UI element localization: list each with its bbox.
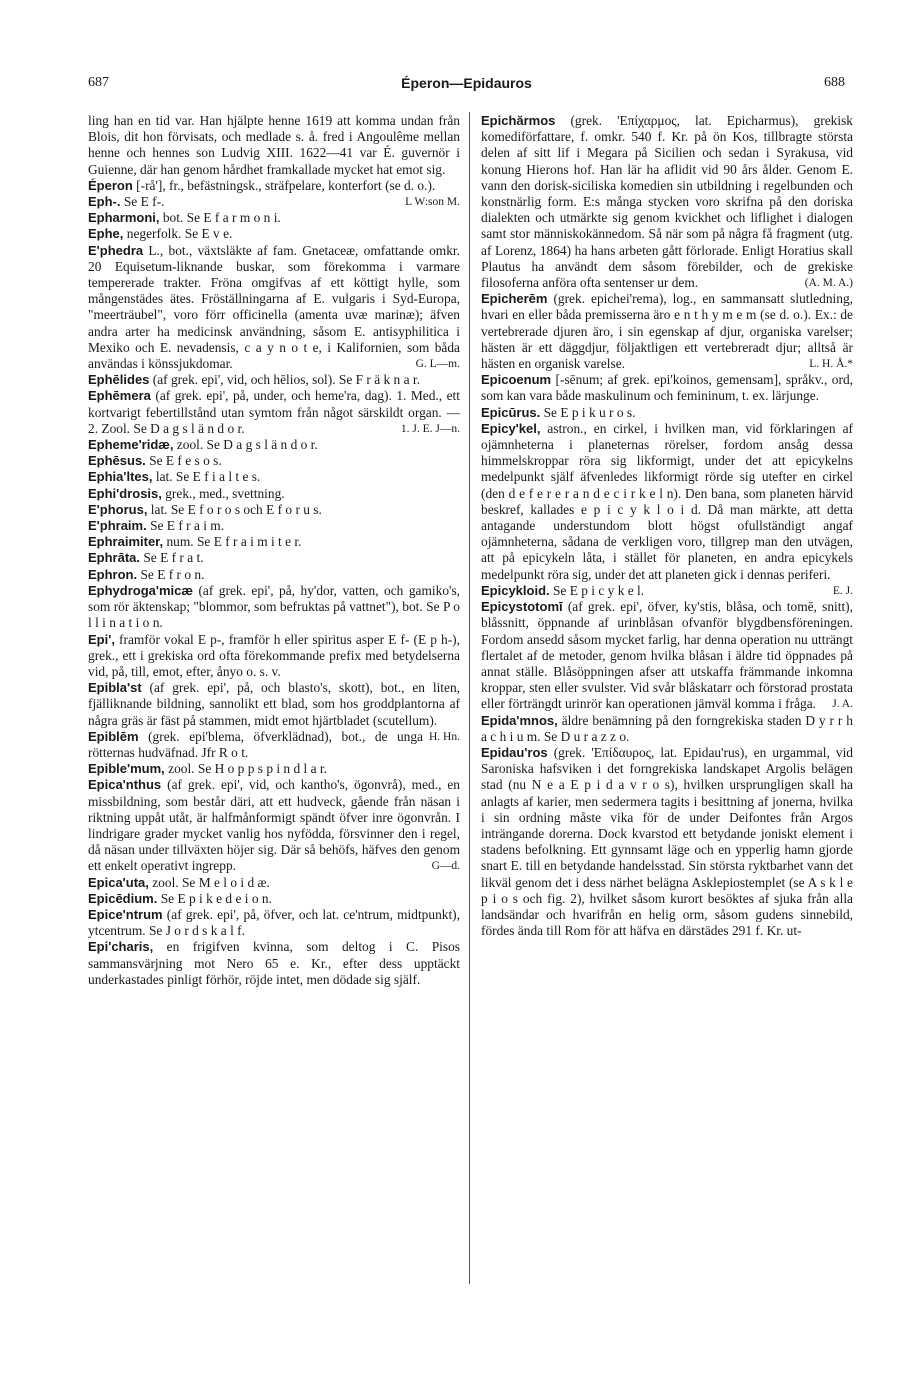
- dictionary-entry: [88, 761, 460, 777]
- entry-headword: Epicykloid.: [481, 582, 550, 598]
- dictionary-entry: [88, 534, 460, 550]
- entry-headword: E'phedra: [88, 242, 144, 258]
- entry-headword: Ephron.: [88, 566, 138, 582]
- author-signature: L. H. Å.*: [809, 358, 853, 371]
- entry-text: negerfolk. Se E v e.: [123, 226, 233, 242]
- dictionary-entry: [88, 437, 460, 453]
- entry-text: framför vokal E p-, framför h eller spiritus asper E f- (E p h-), grek., ett i grekiska ord ofta förekommande prefix med betydelserna vid, på, till, emot, efter, ånyo o. s. v.: [88, 631, 460, 679]
- entry-headword: Epicūrus.: [481, 404, 541, 420]
- entry-text: bot. Se E f a r m o n i.: [159, 210, 281, 226]
- entry-text: (af grek. epi', på, under, och heme'ra, dag). 1. Med., ett kortvarigt febertillstånd utan symtom från något särskildt organ. — 2. Zool. Se D a g s l ä n d o r.: [88, 388, 460, 436]
- dictionary-entry: [88, 502, 460, 518]
- entry-headword: Eph-.: [88, 194, 121, 210]
- entry-text: Se E f-.: [120, 194, 165, 210]
- author-signature: H. Hn.: [429, 730, 460, 743]
- entry-text: zool. Se M e l o i d æ.: [148, 874, 270, 890]
- entry-headword: Ephēsus.: [88, 453, 146, 469]
- entry-headword: Epi',: [88, 631, 115, 647]
- entry-text: (af grek. epi', vid, och hēlios, sol). Se F r ä k n a r.: [149, 372, 420, 388]
- dictionary-entry: [88, 583, 460, 632]
- entry-headword: Epharmoni,: [88, 210, 160, 226]
- dictionary-entry: [481, 291, 853, 372]
- author-signature: 1. J. E. J—n.: [400, 422, 460, 435]
- entry-text: zool. Se D a g s l ä n d o r.: [173, 437, 318, 453]
- entry-text: (af grek. epi', vid, och kantho's, ögonvrå), med., en missbildning, som består däri, att ett hudveck, gående från näsan i riktning uppåt utåt, är halfmånformigt spändt öfver inre ögonvrån. I lindrigare grader mycket vanlig hos nyfödda, försvinner den i regel, då näsan under tillväxten höjer sig. Där så behöfs, häfves den genom ett enkelt operativt ingrepp.: [88, 777, 460, 874]
- entry-headword: Ephrāta.: [88, 550, 141, 566]
- dictionary-entry: [88, 632, 460, 681]
- entry-headword: Ephēmera: [88, 388, 151, 404]
- author-signature: G—d.: [431, 860, 460, 873]
- entry-text: Se E f r o n.: [137, 566, 205, 582]
- entry-text: Se E f e s o s.: [145, 453, 222, 469]
- entry-text: [-sēnum; af grek. epi'koinos, gemensam], språkv., ord, som kan vara både maskulinum och femininum, t. ex. lärjunge.: [481, 372, 853, 404]
- author-signature: (A. M. A.): [804, 277, 853, 290]
- entry-headword: Epica'nthus: [88, 777, 162, 793]
- dictionary-entry: [88, 875, 460, 891]
- entry-headword: Epida'mnos,: [481, 712, 558, 728]
- entry-headword: Ephia'ltes,: [88, 469, 153, 485]
- entry-text: lat. Se E f o r o s och E f o r u s.: [147, 501, 322, 517]
- dictionary-entry: [481, 583, 853, 599]
- dictionary-entry: [481, 745, 853, 939]
- dictionary-entry: [88, 226, 460, 242]
- entry-headword: Epice'ntrum: [88, 906, 163, 922]
- dictionary-entry: [88, 567, 460, 583]
- entry-headword: E'phraim.: [88, 518, 147, 534]
- dictionary-entry: [88, 210, 460, 226]
- entry-text: (grek. epi'blema, öfverklädnad), bot., de unga rötternas hudväfnad. Jfr R o t.: [88, 728, 423, 760]
- entry-text: L., bot., växtsläkte af fam. Gnetaceæ, omfattande omkr. 20 Equisetum-liknande buskar, som förekomma i varmare tempererade trakter. Fröna omgifvas af ett köttigt hylle, som mångenstädes ätes. Fröställningarna af E. vulgaris i Syd-Europa, "meerträubel", voro förr officinella (amenta uvæ marinæ); äfven andra arter ha medicinsk användning, såsom E. antisyphilitica i Mexiko och E. nevadensis, c a y n o t e, i Kalifornien, som båda användas i könssjukdomar.: [88, 242, 460, 372]
- entry-text: astron., en cirkel, i hvilken man, vid förklaringen af ojämnheterna i planeternas rörelser, fordom ansåg dessa himmelskroppar röra sig likformigt, under det att epicykelns medelpunkt själf äfvenledes likformigt rörde sig utefter en cirkel (den d e f e r e r a n d e c i r k e l n). Den bana, som planeten härvid beskref, kallades e p i c y k l o i d. Då man märkte, att detta antagande understundom blott högst ofullständigt angaf ojämnheterna, sådana de verkligen voro, tillgrep man den utvägen, att på epicykeln låta, i stället för planeten, en andra epicykels medelpunkt röra sig, under det att planeten gick i dennas periferi.: [481, 420, 853, 582]
- entry-headword: Ephe,: [88, 226, 124, 242]
- page-number-left: 687: [88, 75, 109, 90]
- dictionary-entry: [88, 469, 460, 485]
- entry-headword: Ephydroga'micæ: [88, 582, 193, 598]
- left-column: [88, 113, 460, 988]
- entry-headword: Epicy'kel,: [481, 420, 541, 436]
- dictionary-entry: [88, 113, 460, 178]
- entry-text: Se E p i c y k e l.: [549, 582, 645, 598]
- author-signature: L W:son M.: [405, 196, 460, 209]
- dictionary-entry: [481, 372, 853, 404]
- entry-text: [-rå'], fr., befästningsk., sträfpelare, konterfort (se d. o.).: [132, 177, 436, 193]
- entry-headword: Epi'charis,: [88, 939, 154, 955]
- entry-text: (af grek. epi', på, öfver, och lat. ce'ntrum, midtpunkt), ytcentrum. Se J o r d s k a l f.: [88, 906, 460, 939]
- dictionary-entry: [481, 599, 853, 712]
- right-column: [481, 113, 853, 939]
- dictionary-entry: [88, 486, 460, 502]
- entry-text: (af grek. epi', öfver, ky'stis, blåsa, och tomē, snitt), blåssnitt, öppnande af urinblåsan ofvanför blygdbensföreningen. Fordom ansedd såsom mycket farlig, har denna operation nu utträngt flertalet af de metoder, genom hvilka blåsan i äldre tid öppnades på annat ställe. Blåsöppningen afser att utskaffa främmande inkomna kroppar, sten eller svulster. Vid svår blåskatarr och förstorad prostata eller förträngdt urinrör kan operationen jämväl komma i fråga.: [481, 599, 853, 712]
- dictionary-entry: [88, 453, 460, 469]
- entry-text: (af grek. epi', på, hy'dor, vatten, och gamiko's, som rör äktenskap; "blommor, som befruktas på vattnet"), bot. Se P o l l i n a t i o n.: [88, 582, 460, 631]
- entry-headword: Epibla'st: [88, 680, 142, 696]
- dictionary-entry: [88, 518, 460, 534]
- dictionary-entry: [481, 113, 853, 291]
- entry-text: Se E p i k e d e i o n.: [157, 890, 272, 906]
- entry-text: (grek. 'Επίχαρμος, lat. Epicharmus), grekisk komediförfattare, f. omkr. 540 f. Kr. på ön Kos, tillbragte största delen af sitt lif i Megara på Sicilien och sedan i Syrakusa, vid konung Hierons hof. Han lär ha aflidit vid 90 års ålder. Genom E. vann den dorisk-siciliska komedien sin utbildning i regelbunden och konstnärlig form. E:s många stycken voro skrifna på den doriska dialekten och utmärkte sig genom kvickhet och liflighet i dialogen samt stor människokännedom. Så när som på några få fragment (utg. af Lorenz, 1864) ha hans arbeten gått förlorade. Enligt Horatius skall Plautus ha användt dem såsom förebilder, och de grekiske filosoferna anföra ofta sentenser ur dem.: [481, 113, 853, 291]
- dictionary-entry: [88, 891, 460, 907]
- entry-text: zool. Se H o p p s p i n d l a r.: [164, 761, 327, 777]
- entry-text: num. Se E f r a i m i t e r.: [163, 534, 302, 550]
- author-signature: J. A.: [832, 698, 853, 711]
- entry-headword: Epible'mum,: [88, 761, 165, 777]
- column-divider: [469, 112, 470, 1284]
- entry-text: Se E p i k u r o s.: [540, 404, 636, 420]
- dictionary-entry: [88, 243, 460, 373]
- entry-headword: Epicherēm: [481, 291, 548, 307]
- entry-headword: Epheme'ridæ,: [88, 437, 174, 453]
- entry-text: en frigifven kvinna, som deltog i C. Pisos sammansvärjning mot Nero 65 e. Kr., efter dess upptäckt underkastades pinligt förhör, röjde intet, men dödade sig själf.: [88, 939, 460, 987]
- entry-text: (af grek. epi', på, och blasto's, skott), bot., en liten, fjälliknande bildning, sannolikt ett blad, som hos groddplantorna af några gräs är fäst på stammen, midt emot hjärtbladet (scutellum).: [88, 680, 460, 728]
- dictionary-entry: [481, 713, 853, 745]
- entry-headword: Epiblēm: [88, 728, 139, 744]
- entry-text: äldre benämning på den forngrekiska staden D y r r h a c h i u m. Se D u r a z z o.: [481, 712, 853, 744]
- dictionary-entry: [88, 729, 460, 761]
- page-number-right: 688: [824, 75, 845, 90]
- entry-headword: Epicēdium.: [88, 890, 158, 906]
- entry-text: lat. Se E f i a l t e s.: [152, 469, 261, 485]
- dictionary-entry: [88, 550, 460, 566]
- entry-text: grek., med., svettning.: [161, 485, 285, 501]
- dictionary-entry: [88, 939, 460, 988]
- dictionary-entry: [481, 405, 853, 421]
- author-signature: E. J.: [832, 584, 853, 597]
- entry-headword: Epidau'ros: [481, 744, 548, 760]
- entry-headword: Éperon: [88, 177, 133, 193]
- page-title: Éperon—Epidauros: [401, 75, 532, 91]
- dictionary-entry: [88, 907, 460, 939]
- dictionary-entry: [88, 777, 460, 874]
- entry-text: Se E f r a t.: [140, 550, 204, 566]
- entry-text: Se E f r a i m.: [146, 518, 225, 534]
- entry-headword: Epichărmos: [481, 113, 556, 128]
- entry-headword: Epica'uta,: [88, 874, 149, 890]
- entry-headword: Ephi'drosis,: [88, 485, 162, 501]
- entry-headword: Epicystotomī: [481, 599, 563, 615]
- author-signature: G. L—m.: [415, 358, 460, 371]
- entry-headword: Epicoenum: [481, 372, 552, 388]
- running-header: [88, 75, 845, 95]
- dictionary-entry: [88, 388, 460, 437]
- entry-text: (grek. epichei'rema), log., en sammansatt slutledning, hvari en eller båda premisserna äro e n t h y m e m (se d. o.). Ex.: de vertebrerade djuren äro, i sin egenskap af djur, organiska varelser; hästen är ett däggdjur, följaktligen ett vertebreradt djur; alltså är hästen en organisk varelse.: [481, 291, 853, 372]
- entry-text: (grek. 'Επίδαυρος, lat. Epidau'rus), en urgammal, vid Saroniska hafsviken i det forngrekiska landskapet Argolis belägen stad (nu N e a E p i d a v r o s), hvilken ursprungligen skall ha anlagts af karier, men sedermera tagits i besittning af jonerna, hvilka i sin ordning måste vika för de under Deifontes från Argos inträngande dorerna. Dock kvarstod ett betydande joniskt element i stadens befolkning. Ett gynnsamt läge och en ypperlig hamn gjorde snart E. till en betydande handelsstad. Sin största ryktbarhet vann det likväl genom det i dess närhet belägna Asklepiostemplet (se A s k l e p i o s och fig. 2), hvilket såsom kurort besöktes af sjuka från alla landsändar och hvarifrån en helig orm, såsom gudens sinnebild, fördes ända till Rom för att häfva en därstädes 291 f. Kr. ut-: [481, 744, 853, 939]
- entry-text: ling han en tid var. Han hjälpte henne 1619 att komma undan från Blois, dit hon förvisats, och medlade s. å. fred i Angoulême mellan henne och hennes son Ludvig XIII. 1622—41 var É. guvernör i Guienne, där han genom hårdhet framkallade mycket hat emot sig.: [88, 113, 460, 177]
- entry-headword: Ephraimiter,: [88, 534, 164, 550]
- dictionary-entry: [88, 372, 460, 388]
- entry-headword: Ephēlides: [88, 372, 150, 388]
- entry-headword: E'phorus,: [88, 501, 148, 517]
